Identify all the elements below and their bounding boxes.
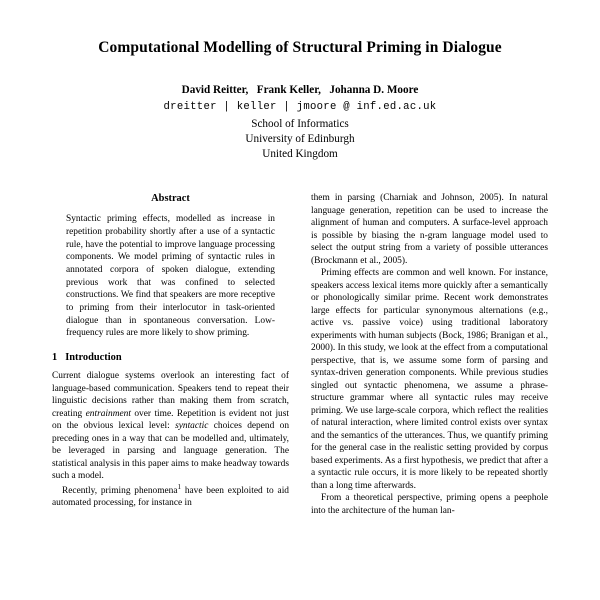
page-title: Computational Modelling of Structural Priming in Dialogue [98, 39, 502, 56]
abstract-text: Syntactic priming effects, modelled as increase in repetition probability shortly after a use of a syntactic rule, have the potential to improve language processing components. We model priming of syntactic rules in annotated corpora of spoken dialogue, extending previous work that was confined to selected constructions. We find that speakers are more receptive to priming from their interlocutor in task-oriented dialogue than in spontaneous conversation. Low-frequency rules are more likely to show priming. [66, 214, 275, 339]
author-1: David Reitter, [181, 84, 249, 97]
abstract-heading: Abstract [151, 193, 190, 205]
paragraph-intro-1: Current dialogue systems overlook an interesting fact of language-based communication. Speakers tend to repeat their linguistic decisions rather than making them from scratch, creating entrainment over time. Repetition is evident not just on the obvious lexical level: syntactic choices depend on preceding ones in a way that can be modelled and, ultimately, be leveraged in parsing and language generation. The statistical analysis in this paper aims to make headway towards such a model. [52, 371, 290, 481]
footnote-marker: 1 [177, 482, 182, 491]
paragraph-intro-2: Recently, priming phenomena$^1$ have been exploited to aid automated processing, for instance in [52, 482, 289, 509]
section-heading-introduction [52, 351, 289, 365]
abstract-section [52, 192, 289, 340]
author-emails: dreitter | keller | jmoore @ inf.ed.ac.uk [163, 101, 437, 114]
right-column [311, 192, 548, 517]
affiliation-line-2: University of Edinburgh [245, 133, 355, 146]
left-column [52, 192, 289, 517]
author-2: Frank Keller, [256, 84, 321, 97]
body-columns [52, 192, 548, 517]
section-title: Introduction [65, 352, 122, 364]
affiliation-block [52, 117, 548, 162]
paragraph-right-3: From a theoretical perspective, priming opens a peephole into the architecture of the human lan- [311, 493, 548, 516]
paragraph-right-1: them in parsing (Charniak and Johnson, 2005). In natural language generation, repetition can be used to increase the alignment of human and computers. A surface-level approach is possible by biasing the n-gram language model used to select the output string from a variety of possible utterances (Brockmann et al., 2005). [311, 193, 548, 266]
affiliation-line-3: United Kingdom [262, 148, 338, 161]
author-3: Johanna D. Moore [329, 84, 419, 97]
affiliation-line-1: School of Informatics [251, 118, 349, 131]
paragraph-right-2: Priming effects are common and well known. For instance, speakers access lexical items more quickly after a semantically or phonologically similar prime. Recent work demonstrates large effects for particular synonymous alternations (e.g., active vs. passive voice) using traditional laboratory experiments with human subjects (Bock, 1986; Branigan et al., 2000). In this study, we look at the effect from a computational perspective, that is, we assume some form of parsing and syntax-driven generation components. While previous studies singled out syntactic phenomena, we assume a phrase-structure grammar where all syntactic rules may receive priming. We use large-scale corpora, which reflect the realities of natural interaction, where limited control exists over syntax and the semantics of the utterances. Thus, we quantify priming for the general case in the realistic setting provided by corpus based experiments. As a first hypothesis, we predict that after a a syntactic rule occurs, it is more likely to be repeated shortly than a long time afterwards. [311, 268, 548, 491]
section-number: 1 [52, 352, 58, 364]
author-list [52, 84, 548, 96]
